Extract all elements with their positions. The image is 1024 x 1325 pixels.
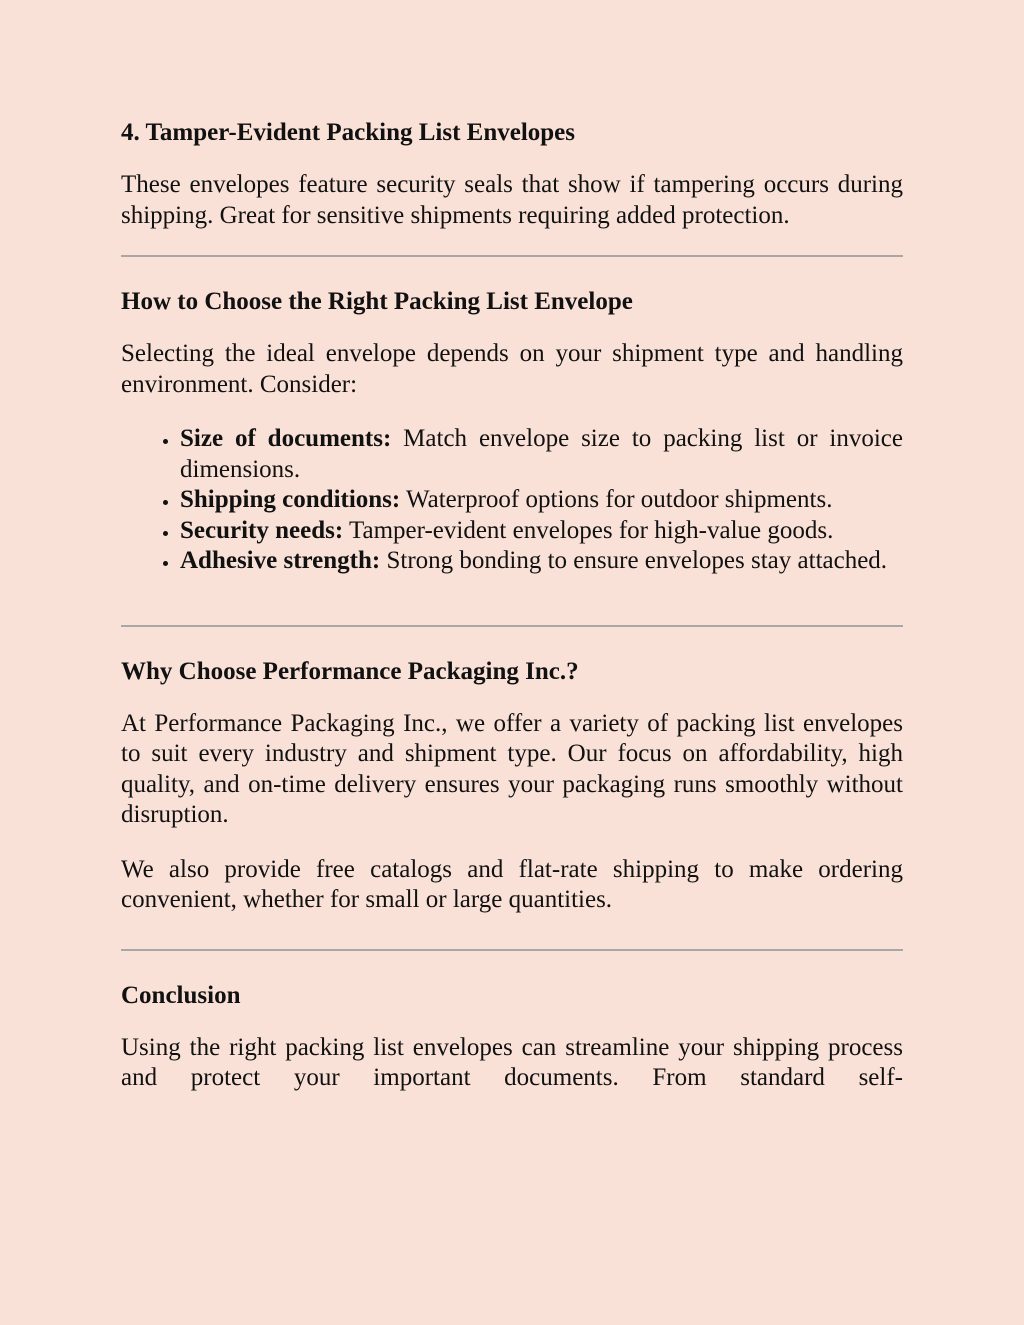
- considerations-list: [121, 424, 903, 577]
- section-tamper-evident: [121, 118, 903, 231]
- section-divider: [121, 625, 903, 627]
- paragraph-why-choose-1: At Performance Packaging Inc., we offer a variety of packing list envelopes to suit every industry and shipment type. Our focus on affordability, high quality, and on-time delivery ensures your packaging runs smoothly without disruption.: [121, 709, 903, 828]
- section-how-to-choose: [121, 287, 903, 577]
- list-item-text: Strong bonding to ensure envelopes stay attached.: [380, 547, 888, 574]
- section-divider: [121, 949, 903, 951]
- list-item-text: Match envelope size to packing list or invoice dimensions.: [180, 425, 903, 483]
- list-item: [180, 424, 903, 485]
- paragraph-tamper-evident: These envelopes feature security seals that show if tampering occurs during shipping. Great for sensitive shipments requiring added protection.: [121, 171, 903, 229]
- list-item-term: Shipping conditions:: [180, 486, 401, 513]
- list-item-text: Waterproof options for outdoor shipments.: [400, 486, 833, 513]
- section-divider: [121, 255, 903, 257]
- list-item-term: Size of documents:: [180, 425, 392, 452]
- section-heading-tamper-evident: 4. Tamper-Evident Packing List Envelopes: [121, 119, 575, 146]
- list-item-term: Security needs:: [180, 516, 344, 544]
- list-item: [180, 546, 903, 577]
- paragraph-how-to-choose-intro: Selecting the ideal envelope depends on your shipment type and handling environment. Consider:: [121, 340, 903, 398]
- list-item-term: Adhesive strength:: [180, 547, 381, 574]
- list-item: [180, 485, 903, 516]
- section-why-choose: [121, 657, 903, 916]
- section-conclusion: [121, 981, 903, 1094]
- section-heading-why-choose: Why Choose Performance Packaging Inc.?: [121, 657, 579, 685]
- paragraph-conclusion: Using the right packing list envelopes can streamline your shipping process and protect your important documents. From standard self-: [121, 1033, 903, 1091]
- section-heading-conclusion: Conclusion: [121, 981, 241, 1009]
- section-heading-how-to-choose: How to Choose the Right Packing List Envelope: [121, 288, 633, 315]
- list-item: [180, 516, 903, 547]
- paragraph-why-choose-2: We also provide free catalogs and flat-rate shipping to make ordering convenient, whether for small or large quantities.: [121, 855, 903, 913]
- list-item-text: Tamper-evident envelopes for high-value goods.: [343, 516, 834, 544]
